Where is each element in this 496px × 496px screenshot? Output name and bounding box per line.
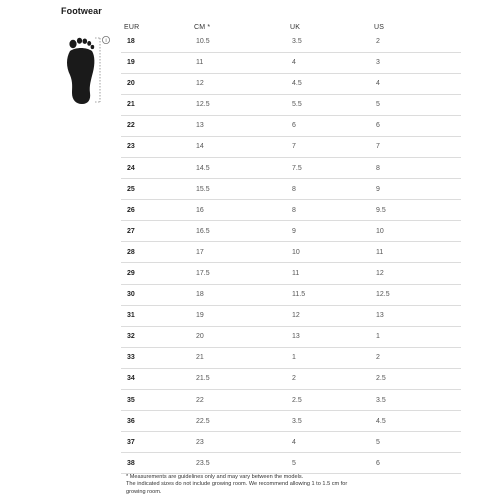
cell-cm: 16 [191, 200, 287, 221]
table-header [121, 24, 461, 38]
footnote-line-3: growing room. [126, 488, 162, 495]
cell-uk: 4 [287, 52, 371, 73]
cell-cm: 15.5 [191, 179, 287, 200]
cell-cm: 10.5 [191, 38, 287, 52]
info-badge: i [105, 38, 107, 44]
cell-uk: 2 [287, 368, 371, 389]
cell-us: 5 [371, 94, 461, 115]
footnote-line-1: * Measurements are guidelines only and may vary between the models. [126, 474, 304, 480]
table-row [121, 326, 461, 347]
table-row [121, 73, 461, 94]
cell-cm: 12 [191, 73, 287, 94]
cell-us: 5 [371, 432, 461, 453]
cell-eur: 23 [121, 136, 191, 157]
cell-uk: 4.5 [287, 73, 371, 94]
cell-uk: 4 [287, 432, 371, 453]
cell-eur: 35 [121, 390, 191, 411]
cell-us: 12 [371, 263, 461, 284]
table-row [121, 115, 461, 136]
cell-us: 11 [371, 242, 461, 263]
cell-uk: 12 [287, 305, 371, 326]
cell-eur: 32 [121, 326, 191, 347]
cell-cm: 19 [191, 305, 287, 326]
cell-us: 9.5 [371, 200, 461, 221]
cell-uk: 13 [287, 326, 371, 347]
footnote [126, 474, 456, 496]
cell-us: 9 [371, 179, 461, 200]
cell-cm: 17 [191, 242, 287, 263]
table-row [121, 136, 461, 157]
cell-us: 6 [371, 453, 461, 474]
table-body [121, 38, 461, 474]
cell-us: 2 [371, 347, 461, 368]
table-row [121, 453, 461, 474]
column-header-us: US [374, 24, 385, 31]
foot-measure-icon [64, 34, 112, 106]
table-row [121, 305, 461, 326]
cell-eur: 30 [121, 284, 191, 305]
cell-us: 8 [371, 157, 461, 178]
cell-eur: 31 [121, 305, 191, 326]
cell-eur: 37 [121, 432, 191, 453]
footnote-line-2: The indicated sizes do not include growing room. We recommend allowing 1 to 1.5 cm for [126, 481, 348, 488]
table-row [121, 263, 461, 284]
cell-eur: 36 [121, 411, 191, 432]
column-header-cm: CM * [194, 24, 211, 31]
cell-eur: 22 [121, 115, 191, 136]
cell-us: 7 [371, 136, 461, 157]
cell-cm: 22.5 [191, 411, 287, 432]
cell-cm: 20 [191, 326, 287, 347]
cell-cm: 23.5 [191, 453, 287, 474]
cell-us: 3.5 [371, 390, 461, 411]
cell-cm: 12.5 [191, 94, 287, 115]
table-row [121, 347, 461, 368]
table-row [121, 368, 461, 389]
cell-us: 10 [371, 221, 461, 242]
table-row [121, 179, 461, 200]
table-row [121, 200, 461, 221]
cell-eur: 24 [121, 157, 191, 178]
cell-us: 2.5 [371, 368, 461, 389]
table-row [121, 52, 461, 73]
cell-cm: 17.5 [191, 263, 287, 284]
cell-us: 4 [371, 73, 461, 94]
cell-us: 2 [371, 38, 461, 52]
table-row [121, 390, 461, 411]
cell-uk: 10 [287, 242, 371, 263]
cell-cm: 13 [191, 115, 287, 136]
cell-eur: 19 [121, 52, 191, 73]
table-header-row [121, 24, 461, 38]
cell-uk: 5.5 [287, 94, 371, 115]
cell-uk: 3.5 [287, 38, 371, 52]
cell-eur: 26 [121, 200, 191, 221]
table-row [121, 242, 461, 263]
cell-cm: 21.5 [191, 368, 287, 389]
cell-cm: 18 [191, 284, 287, 305]
cell-uk: 7.5 [287, 157, 371, 178]
table-row [121, 157, 461, 178]
cell-cm: 11 [191, 52, 287, 73]
cell-cm: 22 [191, 390, 287, 411]
column-header-uk: UK [290, 24, 301, 31]
cell-uk: 2.5 [287, 390, 371, 411]
cell-cm: 14.5 [191, 157, 287, 178]
cell-us: 6 [371, 115, 461, 136]
cell-uk: 8 [287, 200, 371, 221]
page-title: Footwear [61, 6, 102, 16]
cell-us: 12.5 [371, 284, 461, 305]
cell-cm: 21 [191, 347, 287, 368]
cell-cm: 14 [191, 136, 287, 157]
cell-uk: 11.5 [287, 284, 371, 305]
cell-uk: 7 [287, 136, 371, 157]
cell-us: 3 [371, 52, 461, 73]
table-row [121, 284, 461, 305]
size-chart-table [121, 24, 461, 474]
cell-eur: 25 [121, 179, 191, 200]
cell-uk: 3.5 [287, 411, 371, 432]
cell-eur: 21 [121, 94, 191, 115]
cell-uk: 8 [287, 179, 371, 200]
cell-uk: 1 [287, 347, 371, 368]
table-row [121, 38, 461, 52]
cell-eur: 20 [121, 73, 191, 94]
cell-eur: 34 [121, 368, 191, 389]
cell-uk: 6 [287, 115, 371, 136]
table-row [121, 221, 461, 242]
cell-eur: 29 [121, 263, 191, 284]
cell-us: 1 [371, 326, 461, 347]
cell-eur: 33 [121, 347, 191, 368]
cell-eur: 27 [121, 221, 191, 242]
column-header-eur: EUR [124, 24, 140, 31]
cell-us: 13 [371, 305, 461, 326]
table-row [121, 432, 461, 453]
cell-cm: 16.5 [191, 221, 287, 242]
cell-eur: 38 [121, 453, 191, 474]
cell-eur: 18 [121, 38, 191, 52]
table-row [121, 94, 461, 115]
cell-us: 4.5 [371, 411, 461, 432]
cell-cm: 23 [191, 432, 287, 453]
cell-uk: 11 [287, 263, 371, 284]
cell-uk: 5 [287, 453, 371, 474]
table-row [121, 411, 461, 432]
cell-eur: 28 [121, 242, 191, 263]
cell-uk: 9 [287, 221, 371, 242]
foot-measure-icon-svg [64, 34, 112, 106]
